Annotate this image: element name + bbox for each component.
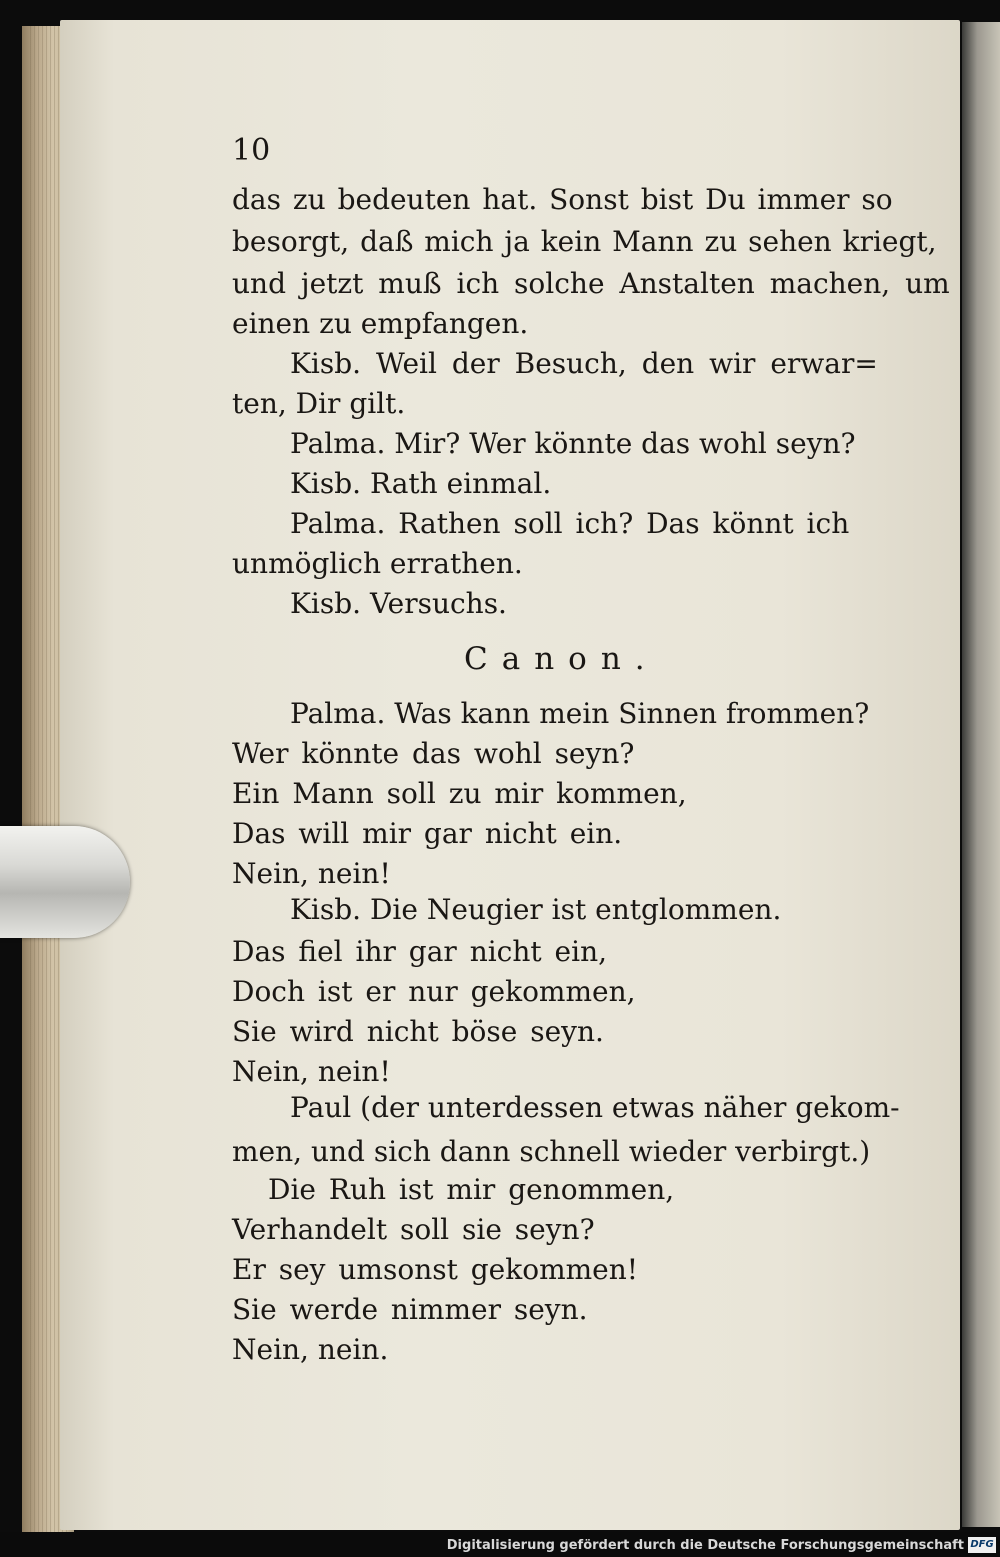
text-line: Nein, nein! (232, 1055, 391, 1088)
text-line: Sie werde nimmer seyn. (232, 1293, 588, 1326)
dfg-logo: DFG (968, 1537, 996, 1553)
text-line: ten, Dir gilt. (232, 387, 406, 420)
text-line: Palma. Rathen soll ich? Das könnt ich (290, 507, 850, 540)
text-line: men, und sich dann schnell wieder verbirgt.) (232, 1135, 871, 1168)
text-line: und jetzt muß ich solche Anstalten machen, um (232, 267, 950, 300)
text-line: Kisb. Weil der Besuch, den wir erwar= (290, 347, 878, 380)
text-line: Kisb. Rath einmal. (290, 467, 552, 500)
text-line: Die Ruh ist mir genommen, (268, 1173, 675, 1206)
text-line: besorgt, daß mich ja kein Mann zu sehen kriegt, (232, 225, 937, 258)
text-line: Wer könnte das wohl seyn? (232, 737, 635, 770)
facing-page-edge (962, 22, 1000, 1527)
text-line: Palma. Was kann mein Sinnen frommen? (290, 697, 870, 730)
text-line: Palma. Mir? Wer könnte das wohl seyn? (290, 427, 856, 460)
text-line: Sie wird nicht böse seyn. (232, 1015, 604, 1048)
text-line: Nein, nein. (232, 1333, 389, 1366)
text-line: das zu bedeuten hat. Sonst bist Du immer so (232, 183, 893, 216)
text-line: Paul (der unterdessen etwas näher gekom- (290, 1091, 900, 1124)
page-number: 10 (232, 133, 271, 168)
text-line: unmöglich errathen. (232, 547, 523, 580)
funding-credit: Digitalisierung gefördert durch die Deutsche Forschungsgemeinschaft (446, 1538, 964, 1553)
text-line: Kisb. Die Neugier ist entglommen. (290, 893, 782, 926)
text-line: Doch ist er nur gekommen, (232, 975, 636, 1008)
text-line: Nein, nein! (232, 857, 391, 890)
scanner-clamp (0, 826, 130, 938)
text-line: Verhandelt soll sie seyn? (232, 1213, 595, 1246)
text-line: Kisb. Versuchs. (290, 587, 507, 620)
text-line: Das will mir gar nicht ein. (232, 817, 623, 850)
text-line: Das fiel ihr gar nicht ein, (232, 935, 608, 968)
text-line: Er sey umsonst gekommen! (232, 1253, 639, 1286)
section-heading: Canon. (464, 641, 659, 677)
text-line: einen zu empfangen. (232, 307, 529, 340)
text-line: Ein Mann soll zu mir kommen, (232, 777, 687, 810)
